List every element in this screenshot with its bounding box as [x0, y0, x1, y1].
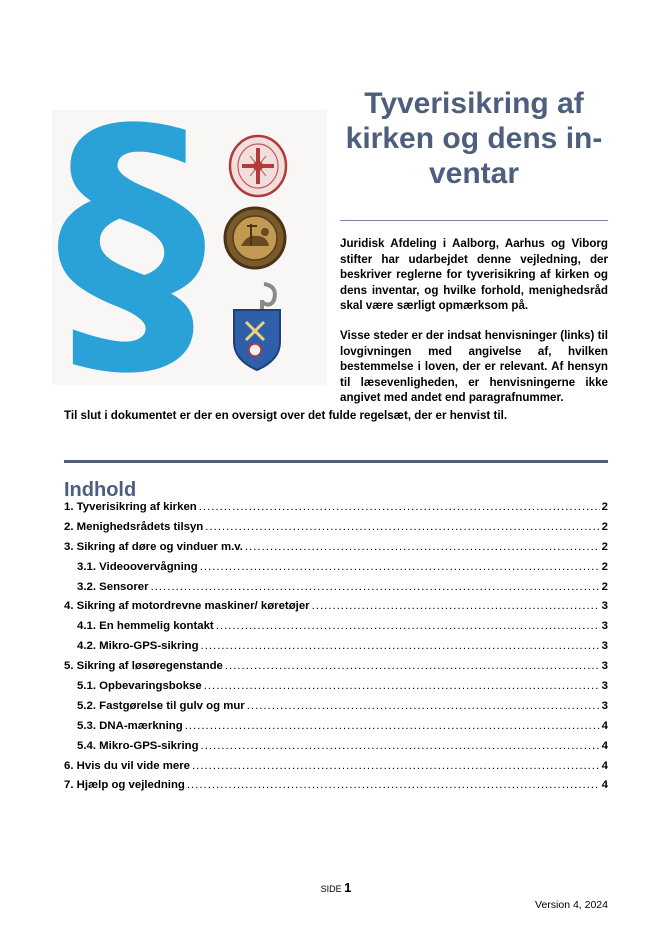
intro-paragraph: Visse steder er der indsat henvisninger (links) til lovgivningen med angivelse af, hvilken bestemmelse i loven, der er relevant. Af hensyn til læsevenligheden, er henvisningerne ikke angivet med andet end paragrafnummer.: [340, 328, 608, 405]
paragraph-sign-logo: §: [56, 66, 206, 415]
intro-paragraph: Juridisk Afdeling i Aalborg, Aarhus og Viborg stifter har udarbejdet denne vejledning, der beskriver reglerne for tyverisikring af kirken og dens inventar, og hvilke forhold, menighedsråd skal være særligt opmærksom på.: [340, 237, 608, 313]
toc-entry[interactable]: [64, 501, 608, 521]
toc-dot-leader: [187, 779, 600, 791]
toc-entry-page: 2: [601, 540, 608, 553]
toc-dot-leader: [185, 720, 600, 732]
toc-entry-label: 4.2. Mikro-GPS-sikring: [77, 640, 199, 653]
toc-dot-leader: [199, 501, 600, 513]
toc-dot-leader: [192, 760, 600, 772]
toc-dot-leader: [205, 521, 599, 533]
toc-entry-page: 3: [601, 620, 608, 633]
toc-entry[interactable]: [64, 779, 608, 799]
toc-entry[interactable]: [64, 660, 608, 680]
toc-entry[interactable]: [64, 700, 608, 720]
title-line: ventar: [428, 157, 520, 190]
toc-dot-leader: [201, 740, 600, 752]
toc-entry[interactable]: [64, 600, 608, 620]
aarhus-diocese-seal: [223, 206, 287, 270]
toc-entry-page: 3: [601, 600, 608, 613]
page-label: SIDE: [320, 884, 342, 894]
section-divider: [64, 460, 608, 463]
toc-entry-label: 1. Tyverisikring af kirken: [64, 501, 197, 513]
toc-entry-label: 3. Sikring af døre og vinduer m.v.: [64, 540, 243, 553]
toc-entry-label: 7. Hjælp og vejledning: [64, 779, 185, 792]
title-line: kirken og dens in-: [345, 122, 603, 155]
toc-entry-label: 6. Hvis du vil vide mere: [64, 759, 190, 772]
toc-entry[interactable]: [64, 541, 608, 561]
toc-entry-page: 2: [601, 560, 608, 573]
toc-entry[interactable]: [64, 740, 608, 760]
toc-entry-label: 4.1. En hemmelig kontakt: [77, 620, 214, 633]
toc-entry[interactable]: [64, 521, 608, 541]
title-line: Tyverisikring af: [364, 87, 584, 120]
toc-entry[interactable]: [64, 680, 608, 700]
page-footer: [0, 880, 672, 895]
toc-entry[interactable]: [64, 620, 608, 640]
toc-entry[interactable]: [64, 581, 608, 601]
toc-entry-page: 4: [601, 779, 608, 792]
toc-entry-label: 5.4. Mikro-GPS-sikring: [77, 739, 199, 752]
toc-dot-leader: [216, 620, 600, 632]
toc-entry[interactable]: [64, 760, 608, 780]
toc-entry-page: 3: [601, 660, 608, 673]
toc-entry-page: 2: [601, 520, 608, 533]
toc-entry-label: 4. Sikring af motordrevne maskiner/ køretøjer: [64, 600, 310, 613]
toc-dot-leader: [204, 680, 600, 692]
toc-entry-label: 5.1. Opbevaringsbokse: [77, 680, 202, 693]
toc-entry-page: 3: [601, 680, 608, 693]
toc-entry-label: 5. Sikring af løsøregenstande: [64, 660, 223, 673]
toc-entry[interactable]: [64, 720, 608, 740]
viborg-diocese-crest: [228, 280, 286, 376]
toc-entry[interactable]: [64, 561, 608, 581]
toc-dot-leader: [200, 561, 600, 573]
toc-entry-page: 4: [601, 759, 608, 772]
toc-dot-leader: [247, 700, 600, 712]
toc-heading: Indhold: [64, 479, 137, 501]
toc-entry-label: 5.3. DNA-mærkning: [77, 719, 183, 732]
toc-dot-leader: [245, 541, 600, 553]
document-title: [340, 86, 608, 191]
title-divider: [340, 220, 608, 221]
toc-entry-page: 3: [601, 699, 608, 712]
toc-entry-label: 3.1. Videoovervågning: [77, 560, 198, 573]
closing-note: Til slut i dokumentet er der en oversigt over det fulde regelsæt, der er henvist til.: [64, 409, 508, 422]
toc-entry-page: 4: [601, 719, 608, 732]
toc-entry-page: 4: [601, 739, 608, 752]
toc-entry-page: 2: [601, 501, 608, 513]
toc-entry-label: 2. Menighedsrådets tilsyn: [64, 520, 204, 533]
toc-entry-label: 5.2. Fastgørelse til gulv og mur: [77, 699, 245, 712]
version-label: Version 4, 2024: [535, 899, 608, 911]
intro-text: [340, 236, 608, 420]
toc-entry[interactable]: [64, 640, 608, 660]
toc-dot-leader: [151, 581, 600, 593]
toc-entry-page: 2: [601, 580, 608, 593]
toc-dot-leader: [225, 660, 600, 672]
toc-dot-leader: [312, 600, 600, 612]
toc-entry-page: 3: [601, 640, 608, 653]
aalborg-diocese-seal: [228, 134, 288, 198]
page-number: 1: [344, 880, 352, 895]
toc-entry-label: 3.2. Sensorer: [77, 580, 149, 593]
toc-dot-leader: [201, 640, 600, 652]
table-of-contents: [64, 501, 608, 799]
